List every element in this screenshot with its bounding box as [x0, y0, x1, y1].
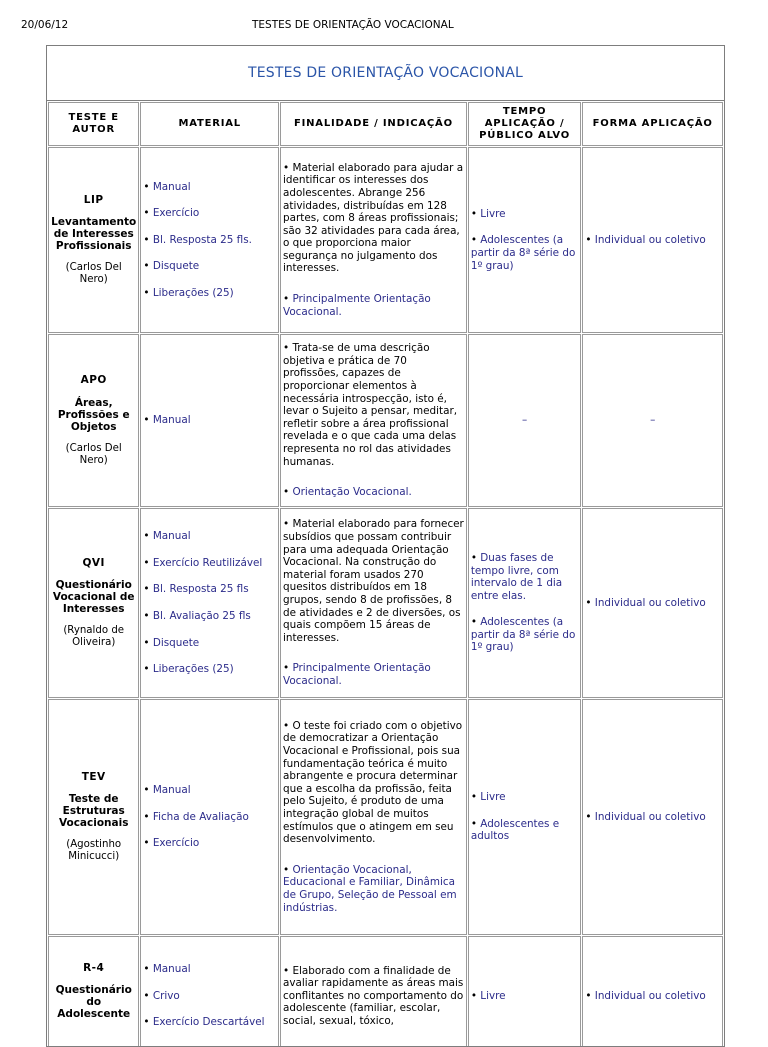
- tempo-item-text: Adolescentes e adultos: [470, 817, 560, 843]
- test-author: (Carlos Del Nero): [65, 442, 122, 466]
- bullet-icon: •: [470, 616, 481, 629]
- test-author: (Carlos Del Nero): [65, 262, 122, 286]
- finalidade-text-text: Material elaborado para ajudar a identificar os interesses dos adolescentes. Abrange 256 atividades, distribuídas em 128 partes, com 8 áreas profissionais; são 32 atividades para cada área, o que proporciona maior segurança no julgamento dos interesses.: [283, 161, 464, 275]
- table-row: [48, 147, 723, 333]
- col-header-forma: FORMA APLICAÇÃO: [582, 102, 723, 146]
- finalidade-text: [283, 965, 464, 1028]
- material-item-text: Manual: [152, 784, 191, 797]
- material-item-text: Exercício: [152, 837, 200, 850]
- bullet-icon: •: [143, 180, 153, 193]
- material-item-text: Bl. Avaliação 25 fls: [152, 610, 251, 622]
- test-name: Questionário do Adolescente: [55, 984, 132, 1021]
- table-header-row: [48, 102, 723, 146]
- cell-finalidade: [280, 334, 467, 507]
- indicacao-text: [283, 486, 464, 499]
- bullet-icon: •: [143, 1016, 153, 1029]
- bullet-icon: •: [143, 583, 153, 596]
- material-item: [143, 811, 276, 824]
- bullet-icon: •: [143, 810, 153, 823]
- col-header-tempo: TEMPO APLICAÇÃO / PÚBLICO ALVO: [468, 102, 582, 146]
- bullet-icon: •: [143, 207, 153, 220]
- material-item-text: Disquete: [152, 260, 200, 273]
- cell-forma: [582, 147, 723, 333]
- bullet-icon: •: [143, 636, 153, 649]
- tempo-item-text: Livre: [480, 207, 506, 220]
- material-item: [143, 181, 276, 194]
- bullet-icon: •: [585, 989, 595, 1002]
- bullet-icon: •: [283, 293, 293, 306]
- bullet-icon: •: [143, 530, 153, 543]
- forma-text: [585, 990, 720, 1003]
- cell-material: [140, 334, 279, 507]
- forma-text-text: Individual ou coletivo: [594, 810, 706, 823]
- bullet-icon: •: [585, 596, 595, 609]
- col-header-finalidade: FINALIDADE / INDICAÇÃO: [280, 102, 467, 146]
- bullet-icon: •: [143, 963, 153, 976]
- tempo-item-text: Duas fases de tempo livre, com intervalo de 1 dia entre elas.: [470, 551, 563, 602]
- material-item: [143, 837, 276, 850]
- cell-forma: [582, 936, 723, 1047]
- bullet-icon: •: [585, 233, 595, 246]
- tempo-item-text: Adolescentes (a partir da 8ª série do 1º grau): [470, 234, 576, 272]
- cell-tempo: [468, 147, 582, 333]
- material-item-text: Manual: [152, 180, 191, 193]
- bullet-icon: •: [470, 989, 481, 1002]
- col-header-material: MATERIAL: [140, 102, 279, 146]
- cell-forma: [582, 508, 723, 698]
- cell-material: [140, 699, 279, 935]
- indicacao-text-text: Principalmente Orientação Vocacional.: [283, 662, 431, 687]
- cell-material: [140, 936, 279, 1047]
- test-code: APO: [80, 374, 107, 387]
- bullet-icon: •: [143, 286, 153, 299]
- tempo-item: [471, 208, 579, 221]
- cell-material: [140, 508, 279, 698]
- bullet-icon: •: [143, 556, 153, 569]
- material-item-text: Crivo: [152, 989, 180, 1002]
- material-item: [143, 1016, 276, 1029]
- finalidade-text: [283, 720, 464, 846]
- bullet-icon: •: [283, 964, 293, 977]
- material-item: [143, 663, 276, 676]
- material-item-text: Ficha de Avaliação: [152, 810, 249, 823]
- header-date: 20/06/12: [21, 19, 69, 31]
- material-item: [143, 583, 276, 596]
- bullet-icon: •: [143, 989, 153, 1002]
- material-item: [143, 557, 276, 570]
- test-author: (Rynaldo de Oliveira): [63, 625, 125, 649]
- cell-finalidade: [280, 936, 467, 1047]
- cell-tempo: –: [468, 334, 582, 507]
- tempo-item: [471, 234, 579, 272]
- test-code: R-4: [83, 961, 105, 974]
- test-code: LIP: [83, 193, 104, 206]
- bullet-icon: •: [283, 863, 293, 876]
- table-row: [48, 936, 723, 1047]
- cell-teste: [48, 508, 139, 698]
- material-item: [143, 530, 276, 543]
- cell-teste: [48, 334, 139, 507]
- material-item-text: Bl. Resposta 25 fls.: [152, 233, 252, 246]
- material-item: [143, 234, 276, 247]
- bullet-icon: •: [283, 161, 293, 174]
- table-row: [48, 699, 723, 935]
- test-author: (Agostinho Minicucci): [66, 839, 122, 863]
- bullet-icon: •: [470, 234, 481, 247]
- bullet-icon: •: [283, 719, 293, 732]
- test-name: Áreas, Profissões e Objetos: [57, 396, 130, 433]
- tempo-item-text: Livre: [480, 989, 506, 1002]
- table-row: [48, 334, 723, 507]
- finalidade-text-text: Elaborado com a finalidade de avaliar rapidamente as áreas mais conflitantes no comportamento do adolescente (familiar, escolar, social, sexual, tóxico,: [283, 964, 464, 1027]
- material-item-text: Manual: [152, 530, 191, 543]
- material-item-text: Exercício Reutilizável: [152, 556, 263, 569]
- tempo-item-text: Adolescentes (a partir da 8ª série do 1º grau): [470, 616, 576, 654]
- forma-text: [585, 811, 720, 824]
- cell-tempo: [468, 936, 582, 1047]
- cell-tempo: [468, 699, 582, 935]
- finalidade-text: [283, 162, 464, 275]
- material-item: [143, 260, 276, 273]
- cell-forma: –: [582, 334, 723, 507]
- cell-forma: [582, 699, 723, 935]
- bullet-icon: •: [143, 663, 153, 676]
- cell-finalidade: [280, 699, 467, 935]
- material-item-text: Manual: [152, 414, 191, 427]
- material-item-text: Exercício Descartável: [152, 1016, 265, 1029]
- test-code: TEV: [81, 770, 106, 783]
- col-header-teste: TESTE E AUTOR: [48, 102, 139, 146]
- forma-text: [585, 234, 720, 247]
- bullet-icon: •: [143, 610, 153, 622]
- bullet-icon: •: [470, 791, 481, 804]
- material-item-text: Disquete: [152, 636, 200, 649]
- material-item: [143, 287, 276, 300]
- finalidade-text-text: Material elaborado para fornecer subsídios que possam contribuir para uma adequada Orientação Vocacional. Na construção do material foram usados 270 quesitos distribuídos em 18 grupos, sendo 8 de profissões, 8 de atividades e 2 de diversões, os quais compõem 15 áreas de interesses.: [283, 518, 464, 644]
- tests-table: [47, 101, 724, 1047]
- bullet-icon: •: [283, 342, 293, 355]
- bullet-icon: •: [143, 233, 153, 246]
- tempo-item: [471, 552, 579, 602]
- material-item-text: Liberações (25): [152, 286, 234, 299]
- header-title: TESTES DE ORIENTAÇÃO VOCACIONAL: [252, 19, 454, 31]
- bullet-icon: •: [283, 518, 293, 531]
- finalidade-text: [283, 518, 464, 644]
- cell-teste: [48, 699, 139, 935]
- material-item: [143, 610, 276, 623]
- indicacao-text-text: Orientação Vocacional, Educacional e Familiar, Dinâmica de Grupo, Seleção de Pessoal em indústrias.: [283, 863, 457, 914]
- bullet-icon: •: [283, 662, 293, 675]
- document-title: TESTES DE ORIENTAÇÃO VOCACIONAL: [47, 46, 724, 101]
- material-item-text: Exercício: [152, 207, 200, 220]
- indicacao-text: [283, 293, 464, 318]
- bullet-icon: •: [143, 260, 153, 273]
- cell-tempo: [468, 508, 582, 698]
- indicacao-text-text: Orientação Vocacional.: [292, 486, 412, 499]
- cell-teste: [48, 147, 139, 333]
- bullet-icon: •: [470, 551, 481, 564]
- material-item: [143, 990, 276, 1003]
- material-item-text: Manual: [152, 963, 191, 976]
- forma-text-text: Individual ou coletivo: [594, 989, 706, 1002]
- material-item-text: Bl. Resposta 25 fls: [152, 583, 249, 596]
- tempo-item: [471, 616, 579, 654]
- cell-finalidade: [280, 508, 467, 698]
- table-row: [48, 508, 723, 698]
- bullet-icon: •: [470, 207, 481, 220]
- tempo-item: [471, 791, 579, 804]
- page-header: [0, 19, 768, 33]
- test-code: QVI: [82, 556, 105, 569]
- tempo-item: [471, 818, 579, 843]
- forma-text: [585, 597, 720, 610]
- bullet-icon: •: [585, 810, 595, 823]
- forma-text-text: Individual ou coletivo: [594, 596, 706, 609]
- material-item: [143, 963, 276, 976]
- bullet-icon: •: [143, 414, 153, 427]
- material-item: [143, 414, 276, 427]
- cell-material: [140, 147, 279, 333]
- material-item: [143, 637, 276, 650]
- indicacao-text: [283, 864, 464, 914]
- bullet-icon: •: [143, 837, 153, 850]
- test-name: Questionário Vocacional de Interesses: [52, 579, 135, 616]
- finalidade-text: [283, 342, 464, 468]
- bullet-icon: •: [470, 817, 481, 830]
- document-frame: [46, 45, 725, 1047]
- material-item: [143, 784, 276, 797]
- indicacao-text-text: Principalmente Orientação Vocacional.: [283, 293, 431, 318]
- finalidade-text-text: O teste foi criado com o objetivo de democratizar a Orientação Vocacional e Profissional, pois sua fundamentação teórica é muito abrangente e procura determinar que a escolha da profissão, feita pelo Sujeito, é produto de uma integração global de muitos estímulos que o atingem em seu desenvolvimento.: [283, 719, 463, 846]
- forma-text-text: Individual ou coletivo: [594, 233, 706, 246]
- cell-finalidade: [280, 147, 467, 333]
- tempo-item-text: Livre: [480, 791, 506, 804]
- material-item: [143, 207, 276, 220]
- finalidade-text-text: Trata-se de uma descrição objetiva e prática de 70 profissões, capazes de proporcionar elementos à necessária introspecção, isto é, levar o Sujeito a pensar, meditar, refletir sobre a área profissional revelada e o que cada uma delas representa no rol das atividades humanas.: [283, 342, 458, 468]
- indicacao-text: [283, 662, 464, 687]
- test-name: Levantamento de Interesses Profissionais: [51, 216, 137, 253]
- tempo-item: [471, 990, 579, 1003]
- bullet-icon: •: [283, 486, 293, 499]
- cell-teste: [48, 936, 139, 1047]
- test-name: Teste de Estruturas Vocacionais: [58, 793, 129, 830]
- bullet-icon: •: [143, 784, 153, 797]
- material-item-text: Liberações (25): [152, 663, 234, 676]
